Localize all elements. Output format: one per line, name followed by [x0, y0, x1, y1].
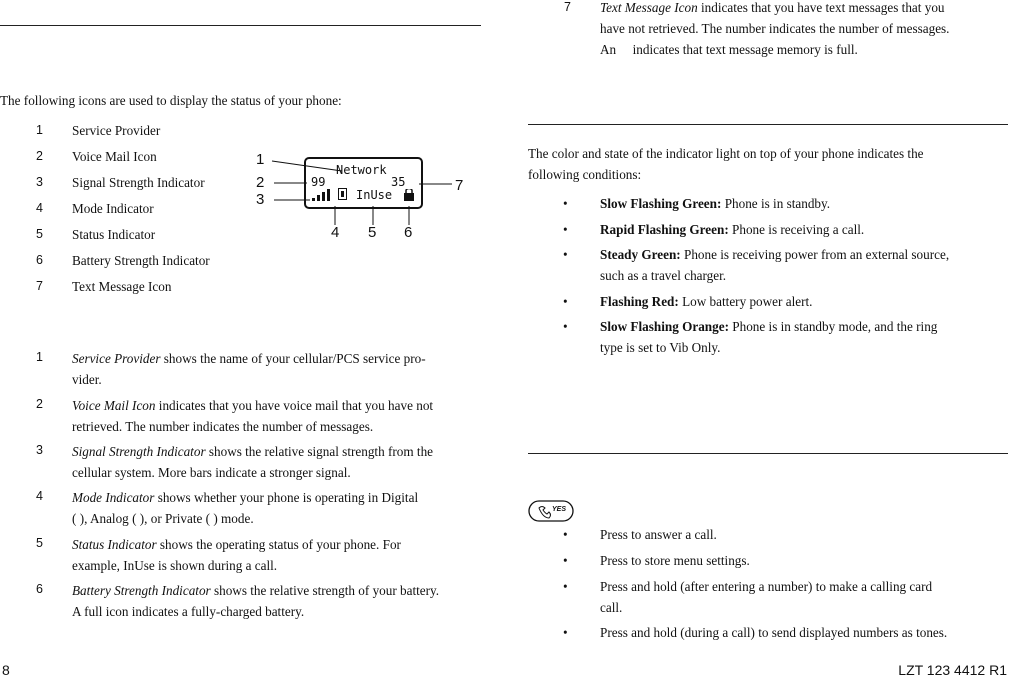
legend-number: 7: [36, 279, 43, 293]
description-text: [72, 534, 482, 576]
description-line: shows whether your phone is operating in Digital: [157, 490, 419, 505]
yes-item-text: Press and hold (after entering a number) to make a calling card: [600, 579, 933, 594]
description-term: Text Message Icon: [600, 0, 698, 15]
yes-item: [600, 625, 947, 641]
description-line: shows the operating status of your phone. For: [159, 537, 401, 552]
page-number: 8: [2, 662, 10, 678]
description-number: 7: [564, 0, 571, 14]
condition-text: such as a travel charger.: [600, 268, 727, 283]
legend-number: 4: [36, 201, 43, 215]
legend-label: Mode Indicator: [72, 201, 154, 216]
condition-term: Flashing Red:: [600, 294, 679, 309]
description-term: Mode Indicator: [72, 490, 155, 505]
callout-lines: [260, 150, 460, 240]
description-text: [72, 487, 482, 529]
indicator-light-intro: [528, 143, 1008, 185]
description-line: have not retrieved. The number indicates the number of messages.: [600, 21, 950, 36]
condition-item: [600, 196, 830, 212]
legend-label: Text Message Icon: [72, 279, 172, 294]
description-term: Status Indicator: [72, 537, 157, 552]
description-line: A full icon indicates a fully-charged battery.: [72, 604, 305, 619]
description-text: [72, 348, 482, 390]
condition-text: Phone is receiving a call.: [732, 222, 865, 237]
legend-number: 1: [36, 123, 43, 137]
description-text: [72, 441, 482, 483]
callout-5: 5: [368, 224, 377, 241]
description-text: [72, 395, 482, 437]
right-rule-2: [528, 453, 1008, 454]
inuse-status: InUse: [356, 188, 393, 202]
description-number: 4: [36, 489, 43, 503]
description-line: retrieved. The number indicates the number of messages.: [72, 419, 374, 434]
network-text: Network: [336, 163, 387, 177]
legend-label: Battery Strength Indicator: [72, 253, 210, 268]
legend-number: 3: [36, 175, 43, 189]
condition-text: Phone is receiving power from an external source,: [684, 247, 950, 262]
condition-text: Low battery power alert.: [682, 294, 813, 309]
description-line: indicates that you have text messages that you: [700, 0, 945, 15]
condition-text: type is set to Vib Only.: [600, 340, 721, 355]
yes-key-label: YES: [552, 506, 567, 513]
description-term: Service Provider: [72, 351, 161, 366]
yes-key-icon: [528, 500, 574, 522]
yes-item: [600, 553, 750, 569]
legend-label: Signal Strength Indicator: [72, 175, 205, 190]
description-line: shows the relative signal strength from the: [208, 444, 434, 459]
document-code: LZT 123 4412 R1: [898, 662, 1007, 678]
callout-1: 1: [256, 151, 265, 168]
condition-item: [600, 294, 812, 310]
description-line: ( ), Analog ( ), or Private ( ) mode.: [72, 511, 254, 526]
legend-label: Voice Mail Icon: [72, 149, 157, 164]
description-line: example, InUse is shown during a call.: [72, 558, 278, 573]
legend-number: 2: [36, 149, 43, 163]
yes-item: [600, 527, 717, 543]
description-number: 2: [36, 397, 43, 411]
legend-label: Service Provider: [72, 123, 161, 138]
legend-number: 5: [36, 227, 43, 241]
yes-item-text: Press to store menu settings.: [600, 553, 750, 568]
description-line: shows the name of your cellular/PCS service pro-: [163, 351, 426, 366]
description-number: 3: [36, 443, 43, 457]
legend-number: 6: [36, 253, 43, 267]
callout-3: 3: [256, 191, 265, 208]
callout-2: 2: [256, 174, 265, 191]
intro-line: The color and state of the indicator light on top of your phone indicates the: [528, 146, 924, 161]
condition-text: Phone is in standby mode, and the ring: [732, 319, 938, 334]
voicemail-count: 99: [311, 175, 326, 189]
callout-6: 6: [404, 224, 413, 241]
condition-text: Phone is in standby.: [724, 196, 831, 211]
description-term: Voice Mail Icon: [72, 398, 156, 413]
description-number: 1: [36, 350, 43, 364]
left-top-rule: [0, 25, 481, 26]
description-term: Signal Strength Indicator: [72, 444, 206, 459]
description-line: indicates that you have voice mail that you have not: [158, 398, 434, 413]
yes-item-text: Press to answer a call.: [600, 527, 717, 542]
yes-item-text: Press and hold (during a call) to send displayed numbers as tones.: [600, 625, 948, 640]
description-line: shows the relative strength of your battery.: [213, 583, 440, 598]
description-line: vider.: [72, 372, 102, 387]
description-number: 5: [36, 536, 43, 550]
legend-label: Status Indicator: [72, 227, 156, 242]
condition-term: Rapid Flashing Green:: [600, 222, 729, 237]
callout-7: 7: [455, 177, 464, 194]
description-text: [72, 580, 482, 622]
message-count: 35: [391, 175, 406, 189]
description-text: [600, 0, 1009, 60]
yes-item-text: call.: [600, 600, 623, 615]
description-line: An indicates that text message memory is full.: [600, 42, 858, 57]
yes-item: [600, 576, 1009, 618]
callout-4: 4: [331, 224, 340, 241]
intro-line: following conditions:: [528, 167, 642, 182]
condition-term: Slow Flashing Green:: [600, 196, 722, 211]
right-rule-1: [528, 124, 1008, 125]
condition-item: [600, 244, 1009, 286]
condition-term: Steady Green:: [600, 247, 681, 262]
description-term: Battery Strength Indicator: [72, 583, 211, 598]
condition-term: Slow Flashing Orange:: [600, 319, 729, 334]
description-line: cellular system. More bars indicate a stronger signal.: [72, 465, 351, 480]
icons-intro: The following icons are used to display the status of your phone:: [0, 93, 342, 108]
description-number: 6: [36, 582, 43, 596]
condition-item: [600, 222, 864, 238]
condition-item: [600, 316, 1009, 358]
